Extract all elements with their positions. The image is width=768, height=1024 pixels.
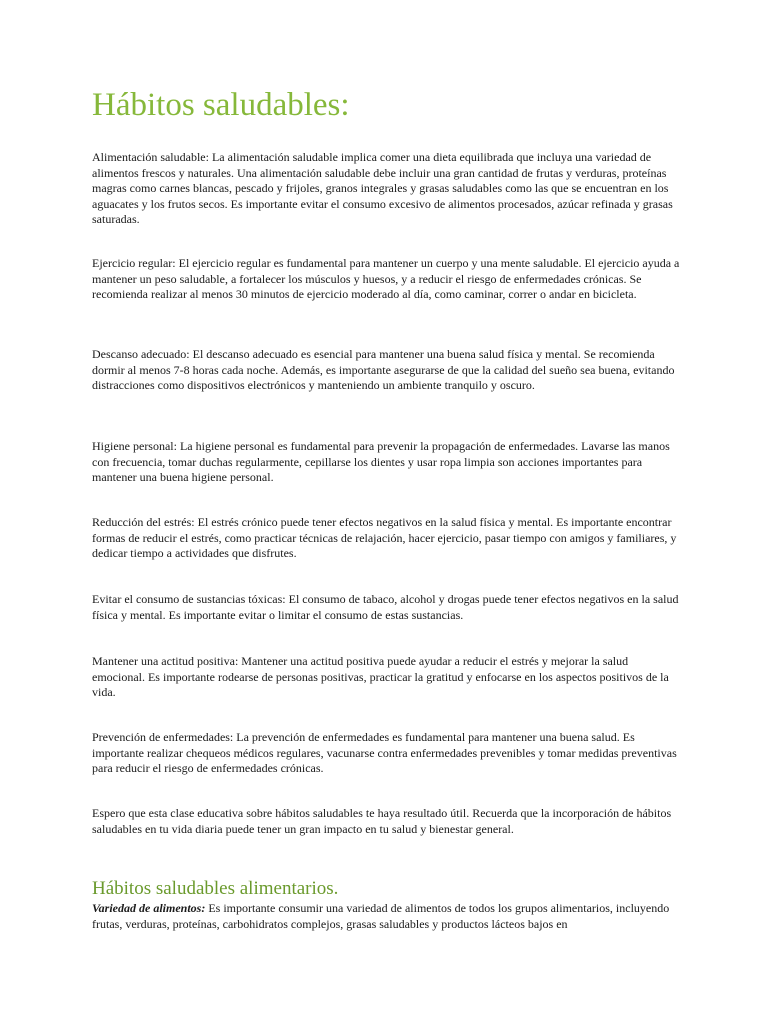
paragraph-estres: Reducción del estrés: El estrés crónico puede tener efectos negativos en la salud física y mental. Es importante encontrar formas de reducir el estrés, como practicar técnicas de relajación, hacer ejercicio, pasar tiempo con amigos y familiares, y dedicar tiempo a actividades que disfrutes. — [92, 515, 677, 561]
section-heading: Hábitos saludables alimentarios. — [92, 878, 339, 899]
paragraph-descanso: Descanso adecuado: El descanso adecuado es esencial para mantener una buena salud física y mental. Se recomienda dormir al menos 7-8 horas cada noche. Además, es importante asegurarse de que la calidad del sueño sea buena, evitando distracciones como dispositivos electrónicos y manteniendo un ambiente tranquilo y oscuro. — [92, 347, 675, 393]
page-title: Hábitos saludables: — [92, 87, 350, 123]
paragraph-conclusion: Espero que esta clase educativa sobre hábitos saludables te haya resultado útil. Recuerda que la incorporación de hábitos saludables en tu vida diaria puede tener un gran impacto en tu salud y bienestar general. — [92, 806, 672, 836]
paragraph-actitud: Mantener una actitud positiva: Mantener una actitud positiva puede ayudar a reducir el estrés y mejorar la salud emocional. Es importante rodearse de personas positivas, practicar la gratitud y enfocarse en los aspectos positivos de la vida. — [92, 654, 669, 700]
paragraph-variedad — [92, 901, 682, 932]
paragraph-sustancias: Evitar el consumo de sustancias tóxicas: El consumo de tabaco, alcohol y drogas puede tener efectos negativos en la salud física y mental. Es importante evitar o limitar el consumo de estas sustancias. — [92, 592, 679, 622]
paragraph-body: Es importante consumir una variedad de alimentos de todos los grupos alimentarios, incluyendo frutas, verduras, proteínas, carbohidratos complejos, grasas saludables y productos lácteos bajos en — [92, 901, 670, 931]
paragraph-alimentacion: Alimentación saludable: La alimentación saludable implica comer una dieta equilibrada que incluya una variedad de alimentos frescos y naturales. Una alimentación saludable debe incluir una gran cantidad de frutas y verduras, proteínas magras como carnes blancas, pescado y frijoles, granos integrales y grasas saludables como las que se encuentran en los aguacates y los frutos secos. Es importante evitar el consumo excesivo de alimentos procesados, azúcar refinada y grasas saturadas. — [92, 150, 673, 227]
paragraph-prevencion: Prevención de enfermedades: La prevención de enfermedades es fundamental para mantener una buena salud. Es importante realizar chequeos médicos regulares, vacunarse contra enfermedades prevenibles y tomar medidas preventivas para reducir el riesgo de enfermedades crónicas. — [92, 730, 677, 776]
paragraph-higiene: Higiene personal: La higiene personal es fundamental para prevenir la propagación de enfermedades. Lavarse las manos con frecuencia, tomar duchas regularmente, cepillarse los dientes y usar ropa limpia son acciones importantes para mantener una buena higiene personal. — [92, 439, 670, 485]
paragraph-lead: Variedad de alimentos: — [92, 901, 206, 915]
paragraph-ejercicio: Ejercicio regular: El ejercicio regular es fundamental para mantener un cuerpo y una mente saludable. El ejercicio ayuda a mantener un peso saludable, a fortalecer los músculos y huesos, y a reducir el riesgo de enfermedades crónicas. Se recomienda realizar al menos 30 minutos de ejercicio moderado al día, como caminar, correr o andar en bicicleta. — [92, 256, 680, 302]
